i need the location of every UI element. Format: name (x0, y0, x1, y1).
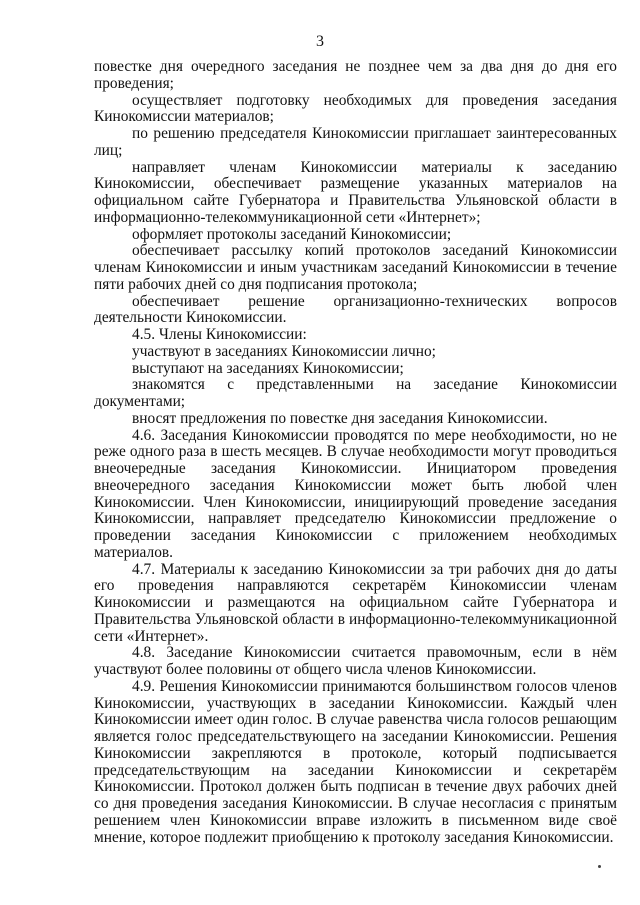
paragraph-mails-protocols: обеспечивает рассылку копий протоколов заседаний Кинокомиссии членам Кинокомиссии и иным участникам заседаний Кинокомиссии в течение пяти рабочих дней со дня подписания протокола; (94, 242, 617, 293)
paragraph-prepares-materials: осуществляет подготовку необходимых для проведения заседания Кинокомиссии материалов; (94, 91, 617, 126)
paragraph-agenda-continuation: повестке дня очередного заседания не позднее чем за два дня до дня его проведения; (94, 58, 617, 92)
paragraph-draws-up-protocols: оформляет протоколы заседаний Кинокомиссии; (132, 225, 452, 243)
section-4-7: 4.7. Материалы к заседанию Кинокомиссии за три рабочих дня до даты его проведения направляются секретарём Кинокомиссии членам Кинокомиссии и размещаются на официальном сайте Губернатора и Правительства Ульяновской области в информационно-телекоммуникационной сети «Интернет». (94, 560, 617, 645)
paragraph-review-documents: знакомятся с представленными на заседание Кинокомиссии документами; (94, 376, 617, 410)
section-4-9: 4.9. Решения Кинокомиссии принимаются большинством голосов членов Кинокомиссии, участвующих в заседании Кинокомиссии. Каждый член Кинокомиссии имеет один голос. В случае равенства числа голосов решающим является голос председательствующего на заседании Кинокомиссии. Решения Кинокомиссии закрепляются в протоколе, который подписывается председательствующим на заседании Кинокомиссии и секретарём Кинокомиссии. Протокол должен быть подписан в течение двух рабочих дней со дня проведения заседания Кинокомиссии. В случае несогласия с принятым решением член Кинокомиссии вправе изложить в письменном виде своё мнение, которое подлежит приобщению к протоколу заседания Кинокомиссии. (94, 677, 617, 846)
paragraph-sends-materials: направляет членам Кинокомиссии материалы к заседанию Кинокомиссии, обеспечивает размещение указанных материалов на официальном сайте Губернатора и Правительства Ульяновской области в информационно-телекоммуникационной сети «Интернет»; (94, 158, 617, 226)
paragraph-participate-personally: участвуют в заседаниях Кинокомиссии лично; (132, 342, 436, 360)
document-body (94, 59, 617, 846)
scan-dot-mark (598, 865, 601, 868)
section-4-5-heading: 4.5. Члены Кинокомиссии: (132, 326, 307, 343)
section-4-8: 4.8. Заседание Кинокомиссии считается правомочным, если в нём участвуют более половины от общего числа членов Кинокомиссии. (94, 644, 617, 678)
paragraph-organizational-issues: обеспечивает решение организационно-технических вопросов деятельности Кинокомиссии. (94, 292, 617, 327)
section-4-6: 4.6. Заседания Кинокомиссии проводятся по мере необходимости, но не реже одного раза в шесть месяцев. В случае необходимости могут проводиться внеочередные заседания Кинокомиссии. Инициатором проведения внеочередного заседания Кинокомиссии может быть любой член Кинокомиссии. Член Кинокомиссии, инициирующий проведение заседания Кинокомиссии, направляет председателю Кинокомиссии предложение о проведении заседания Кинокомиссии с приложением необходимых материалов. (94, 426, 617, 561)
paragraph-invites-persons: по решению председателя Кинокомиссии приглашает заинтересованных лиц; (94, 125, 617, 159)
paragraph-agenda-proposals: вносят предложения по повестке дня заседания Кинокомиссии. (132, 409, 548, 427)
paragraph-speak-at-meetings: выступают на заседаниях Кинокомиссии; (132, 359, 404, 377)
page-number: 3 (316, 33, 324, 50)
